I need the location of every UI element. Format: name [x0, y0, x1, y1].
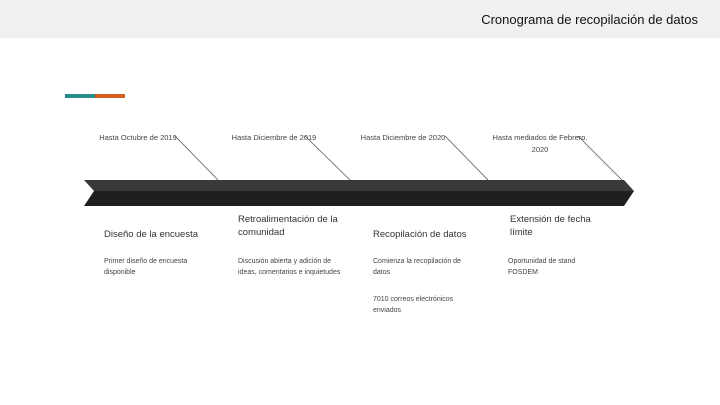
- milestone-1-title: Diseño de la encuesta: [104, 229, 199, 240]
- timeline-marker: [353, 204, 355, 206]
- milestone-2-title: Retroalimentación de la comunidad: [238, 214, 338, 238]
- milestone-3-note: 7010 correos electrónicos enviados: [373, 296, 454, 314]
- milestone-1-date: Hasta Octubre de 2019: [99, 133, 177, 142]
- milestone-3-title: Recopilación de datos: [373, 229, 467, 240]
- milestone-1-description: Primer diseño de encuesta disponible: [104, 258, 188, 276]
- milestone-2-date: Hasta Diciembre de 2019: [231, 133, 317, 142]
- timeline-band: [84, 180, 634, 206]
- milestone-4-date: Hasta mediados de Febrero. 2020: [492, 133, 588, 154]
- milestone-3-description: Comienza la recopilación de datos: [373, 258, 461, 276]
- timeline-band-bottom: [84, 191, 634, 206]
- timeline-band-top: [84, 180, 634, 191]
- milestone-2-description: Discusión abierta y adición de ideas, comentarios e inquietudes: [238, 258, 341, 276]
- page-title: Cronograma de recopilación de datos: [481, 12, 698, 27]
- milestone-4-title: Extensión de fecha límite: [510, 214, 591, 238]
- milestone-4-description: Oportunidad de stand FOSDEM: [508, 258, 576, 276]
- milestone-3-date: Hasta Diciembre de 2020: [360, 133, 446, 142]
